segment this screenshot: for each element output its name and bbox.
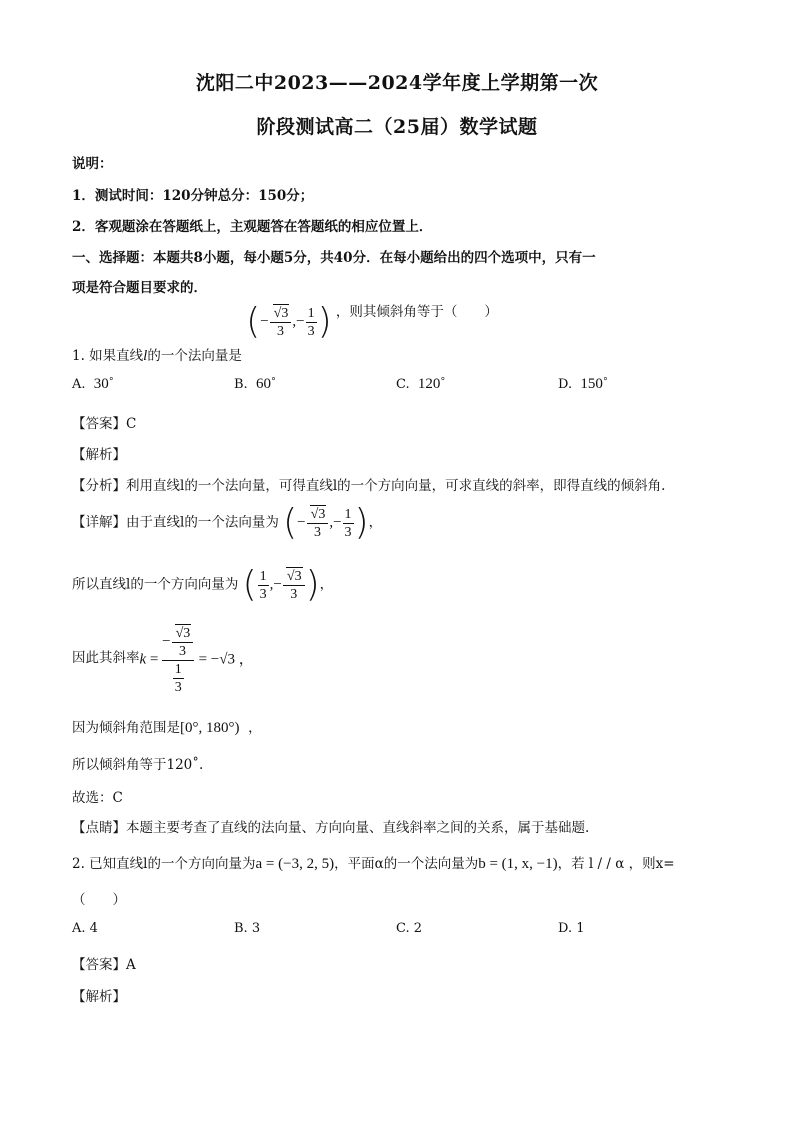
q1-slope-fraction: − $\frac{√3}{3}$ $\frac{1}{3}$ [162, 624, 194, 696]
section-heading-line-1: 一、选择题：本题共8小题，每小题5分，共40分．在每小题给出的四个选项中，只有一 [72, 250, 596, 266]
question-1-stem: 1. 如果直线l的一个法向量是 (− $\frac{√3}{3}$ ,− $\frac{1}{3}$ ) ，则其倾斜角等于（ ） [72, 301, 498, 364]
note-1: 1．测试时间：120分钟总分：150分； [72, 188, 314, 204]
q1-answer: 【答案】C [72, 416, 137, 432]
q1-option-b: B. 60˚ [234, 376, 276, 392]
q1-remark: 【点睛】本题主要考查了直线的法向量、方向向量、直线斜率之间的关系，属于基础题. [72, 820, 590, 836]
note-2: 2．客观题涂在答题纸上，主观题答在答题纸的相应位置上． [72, 219, 433, 235]
q2-option-a: A. 4 [72, 921, 98, 936]
q1-direction-vector: 所以直线l的一个方向向量为 ( $\frac{1}{3}$ ,− $\frac{√3}{3}$ )， [72, 564, 334, 605]
q1-option-d: D. 150˚ [558, 376, 608, 392]
q2-option-c: C. 2 [396, 921, 423, 936]
q2-analysis-tag: 【解析】 [72, 989, 126, 1005]
title-line-2: 阶段测试高二（25届）数学试题 [256, 116, 538, 138]
question-2-stem: 2. 已知直线l的一个方向向量为a = (−3, 2, 5)，平面α的一个法向量为b = (1, x, −1)，若 l / / α ，则x= [72, 856, 675, 872]
section-heading-line-2: 项是符合题目要求的． [72, 280, 207, 296]
q1-detail-vector: (− $\frac{√3}{3}$ ,− $\frac{1}{3}$ ) [283, 502, 369, 543]
q1-inclination: 所以倾斜角等于120˚. [72, 757, 204, 773]
q1-fenxi: 【分析】利用直线l的一个法向量，可得直线l的一个方向向量，可求直线的斜率，即得直线的倾斜角. [72, 478, 666, 494]
q1-choose: 故选：C [72, 790, 123, 806]
q2-option-d: D. 1 [558, 921, 585, 936]
q2-option-b: B. 3 [234, 921, 261, 936]
q2-answer: 【答案】A [72, 957, 136, 973]
title-line-1: 沈阳二中2023——2024学年度上学期第一次 [195, 72, 599, 94]
q1-option-a: A. 30˚ [72, 376, 114, 392]
q2-paren: （ ） [72, 892, 126, 908]
q1-range: 因为倾斜角范围是[0°, 180°) ， [72, 720, 262, 736]
q1-analysis-tag: 【解析】 [72, 447, 126, 463]
q1-detail: 【详解】由于直线l的一个法向量为 (− $\frac{√3}{3}$ ,− $\frac{1}{3}$ )， [72, 502, 383, 543]
q1-slope: 因此其斜率k = − $\frac{√3}{3}$ $\frac{1}{3}$ = −√3 ， [72, 626, 254, 695]
notes-heading: 说明： [72, 156, 113, 172]
normal-vector: (− $\frac{√3}{3}$ ,− $\frac{1}{3}$ ) [246, 301, 332, 342]
q1-option-c: C. 120˚ [396, 376, 446, 392]
